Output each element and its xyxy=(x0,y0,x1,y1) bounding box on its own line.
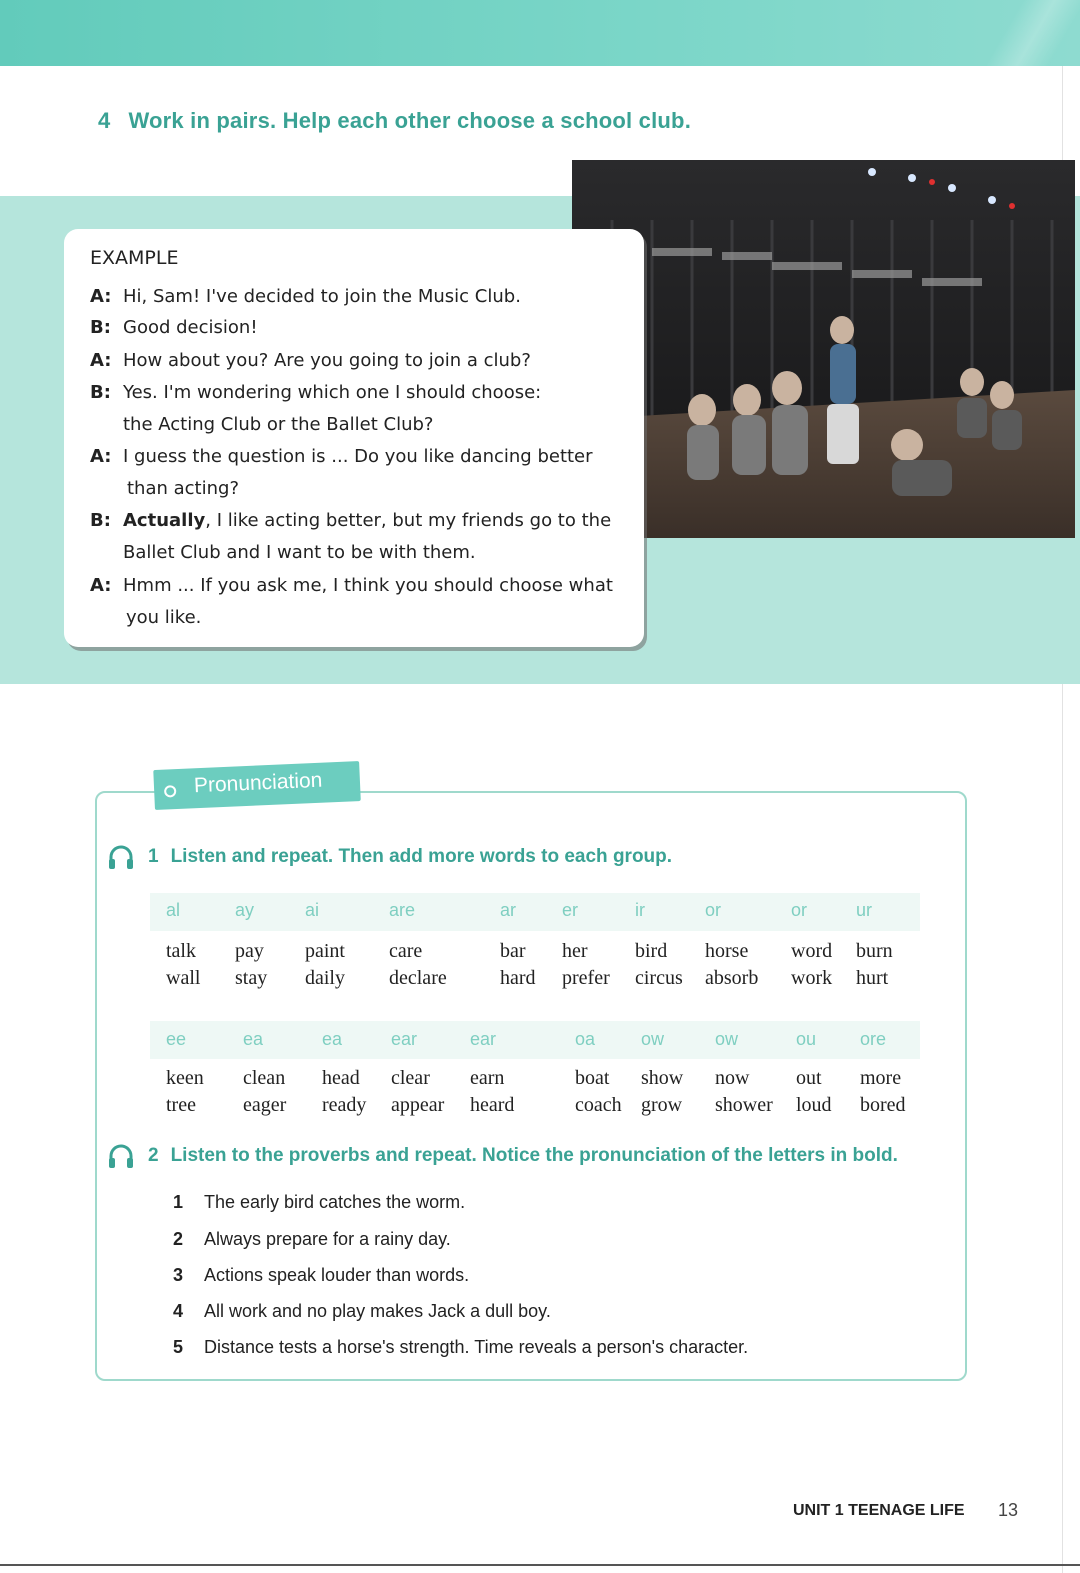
letter-group-label: ow xyxy=(641,1029,665,1049)
example-word: tree xyxy=(166,1094,196,1116)
proverb-2 xyxy=(173,1229,451,1250)
proverb-1 xyxy=(173,1192,465,1213)
dialog-line-5 xyxy=(90,441,593,505)
example-word: hard xyxy=(500,967,536,989)
task-number: 2 xyxy=(148,1145,159,1166)
letter-group-label: ow xyxy=(715,1029,739,1049)
exercise-number: 4 xyxy=(98,108,111,133)
dialog-line-3 xyxy=(90,345,531,377)
example-word: clean xyxy=(243,1067,286,1089)
exercise-instruction: Work in pairs. Help each other choose a school club. xyxy=(128,108,692,133)
example-word: absorb xyxy=(705,967,759,989)
letter-group-label: ear xyxy=(470,1029,497,1049)
bold-word: Actually xyxy=(123,510,206,531)
example-word: word xyxy=(791,940,833,962)
proverb-text: Distance tests a horse's strength. Time reveals a person's character. xyxy=(204,1337,749,1357)
example-word: heard xyxy=(470,1094,515,1116)
example-word: now xyxy=(715,1067,750,1089)
speaker-label: A: xyxy=(90,286,112,307)
speaker-label: A: xyxy=(90,575,112,596)
example-word: burn xyxy=(856,940,893,962)
task-instruction: Listen to the proverbs and repeat. Notice the pronunciation of the letters in bold. xyxy=(170,1145,898,1166)
footer-unit-title: UNIT 1 TEENAGE LIFE xyxy=(793,1502,965,1519)
example-word: coach xyxy=(575,1094,622,1116)
example-word: shower xyxy=(715,1094,773,1116)
proverb-text: The early bird catches the worm. xyxy=(204,1192,466,1212)
letter-group-label: ore xyxy=(860,1029,887,1049)
proverb-number: 1 xyxy=(173,1192,184,1212)
example-word: boat xyxy=(575,1067,610,1089)
proverb-number: 4 xyxy=(173,1301,184,1321)
example-word: pay xyxy=(235,940,264,962)
example-word: more xyxy=(860,1067,902,1089)
pronunciation-section xyxy=(95,791,967,1381)
pronunciation-title: Pronunciation xyxy=(193,768,323,798)
dialog-line-4 xyxy=(90,377,541,441)
example-word: ready xyxy=(322,1094,367,1116)
proverb-number: 2 xyxy=(173,1229,184,1249)
circle-icon xyxy=(164,785,177,798)
example-word: loud xyxy=(796,1094,832,1116)
dialog-text: How about you? Are you going to join a club? xyxy=(123,350,531,371)
example-word: bird xyxy=(635,940,668,962)
bottom-rule xyxy=(0,1564,1080,1566)
dialog-line-7 xyxy=(90,570,613,634)
letter-group-label: or xyxy=(705,900,722,920)
exercise-4-heading xyxy=(98,108,691,134)
letter-group-label: ea xyxy=(322,1029,343,1049)
proverb-text: Actions speak louder than words. xyxy=(204,1265,470,1285)
letter-group-label: ear xyxy=(391,1029,418,1049)
letter-group-label: ai xyxy=(305,900,320,920)
dialog-text: Yes. I'm wondering which one I should choose: xyxy=(123,382,542,403)
example-dialogue-box xyxy=(64,229,644,647)
dialog-text: Good decision! xyxy=(123,317,258,338)
example-word: head xyxy=(322,1067,360,1089)
proverb-5 xyxy=(173,1337,748,1358)
example-word: circus xyxy=(635,967,683,989)
proverb-text: All work and no play makes Jack a dull boy. xyxy=(204,1301,551,1321)
dialog-text: Hi, Sam! I've decided to join the Music Club. xyxy=(123,286,521,307)
example-word: out xyxy=(796,1067,822,1089)
example-title: EXAMPLE xyxy=(90,247,179,269)
example-word: eager xyxy=(243,1094,287,1116)
dialog-line-1 xyxy=(90,281,521,313)
headphones-icon[interactable] xyxy=(106,842,136,872)
example-word: earn xyxy=(470,1067,505,1089)
dialog-continuation: you like. xyxy=(126,607,202,628)
letter-group-label: er xyxy=(562,900,579,920)
dialog-text: Hmm ... If you ask me, I think you should choose what xyxy=(123,575,613,596)
speaker-label: A: xyxy=(90,350,112,371)
example-word: prefer xyxy=(562,967,610,989)
example-word: daily xyxy=(305,967,345,989)
example-word: horse xyxy=(705,940,749,962)
speaker-label: B: xyxy=(90,317,111,338)
top-decorative-band xyxy=(0,0,1080,66)
proverb-number: 3 xyxy=(173,1265,184,1285)
letter-group-label: al xyxy=(166,900,181,920)
letter-group-label: ou xyxy=(796,1029,817,1049)
task-1-heading xyxy=(148,846,672,868)
example-word: paint xyxy=(305,940,345,962)
example-word: hurt xyxy=(856,967,889,989)
example-word: talk xyxy=(166,940,196,962)
dialog-continuation: the Acting Club or the Ballet Club? xyxy=(123,414,434,435)
dialog-continuation: Ballet Club and I want to be with them. xyxy=(123,542,476,563)
example-word: show xyxy=(641,1067,684,1089)
example-word: grow xyxy=(641,1094,683,1116)
task-2-heading xyxy=(148,1145,898,1167)
dialog-continuation: than acting? xyxy=(127,478,239,499)
page-number: 13 xyxy=(998,1500,1019,1520)
letter-group-label: ea xyxy=(243,1029,264,1049)
proverb-number: 5 xyxy=(173,1337,184,1357)
proverb-4 xyxy=(173,1301,551,1322)
dialog-text: I guess the question is ... Do you like dancing better xyxy=(123,446,593,467)
speaker-label: A: xyxy=(90,446,112,467)
example-word: clear xyxy=(391,1067,430,1089)
letter-group-label: or xyxy=(791,900,808,920)
example-word: stay xyxy=(235,967,268,989)
example-word: care xyxy=(389,940,423,962)
proverb-text: Always prepare for a rainy day. xyxy=(204,1229,451,1249)
letter-group-label: ir xyxy=(635,900,645,920)
proverb-3 xyxy=(173,1265,469,1286)
dialog-line-2 xyxy=(90,312,258,344)
stage-photo xyxy=(572,160,1075,538)
dialog-line-6 xyxy=(90,505,611,569)
dialog-text: , I like acting better, but my friends go to the xyxy=(205,510,612,531)
example-word: keen xyxy=(166,1067,204,1089)
example-word: declare xyxy=(389,967,447,989)
example-word: wall xyxy=(166,967,201,989)
theater-rehearsal-image xyxy=(572,160,1075,538)
headphones-icon[interactable] xyxy=(106,1141,136,1171)
example-word: bar xyxy=(500,940,526,962)
letter-group-label: are xyxy=(389,900,416,920)
example-word: appear xyxy=(391,1094,445,1116)
task-instruction: Listen and repeat. Then add more words to each group. xyxy=(170,846,673,867)
task-number: 1 xyxy=(148,846,159,867)
letter-group-label: ay xyxy=(235,900,255,920)
speaker-label: B: xyxy=(90,510,111,531)
letter-group-label: ur xyxy=(856,900,873,920)
example-word: her xyxy=(562,940,588,962)
example-word: work xyxy=(791,967,833,989)
example-word: bored xyxy=(860,1094,906,1116)
speaker-label: B: xyxy=(90,382,111,403)
letter-group-label: ee xyxy=(166,1029,187,1049)
letter-group-label: oa xyxy=(575,1029,596,1049)
letter-group-label: ar xyxy=(500,900,517,920)
